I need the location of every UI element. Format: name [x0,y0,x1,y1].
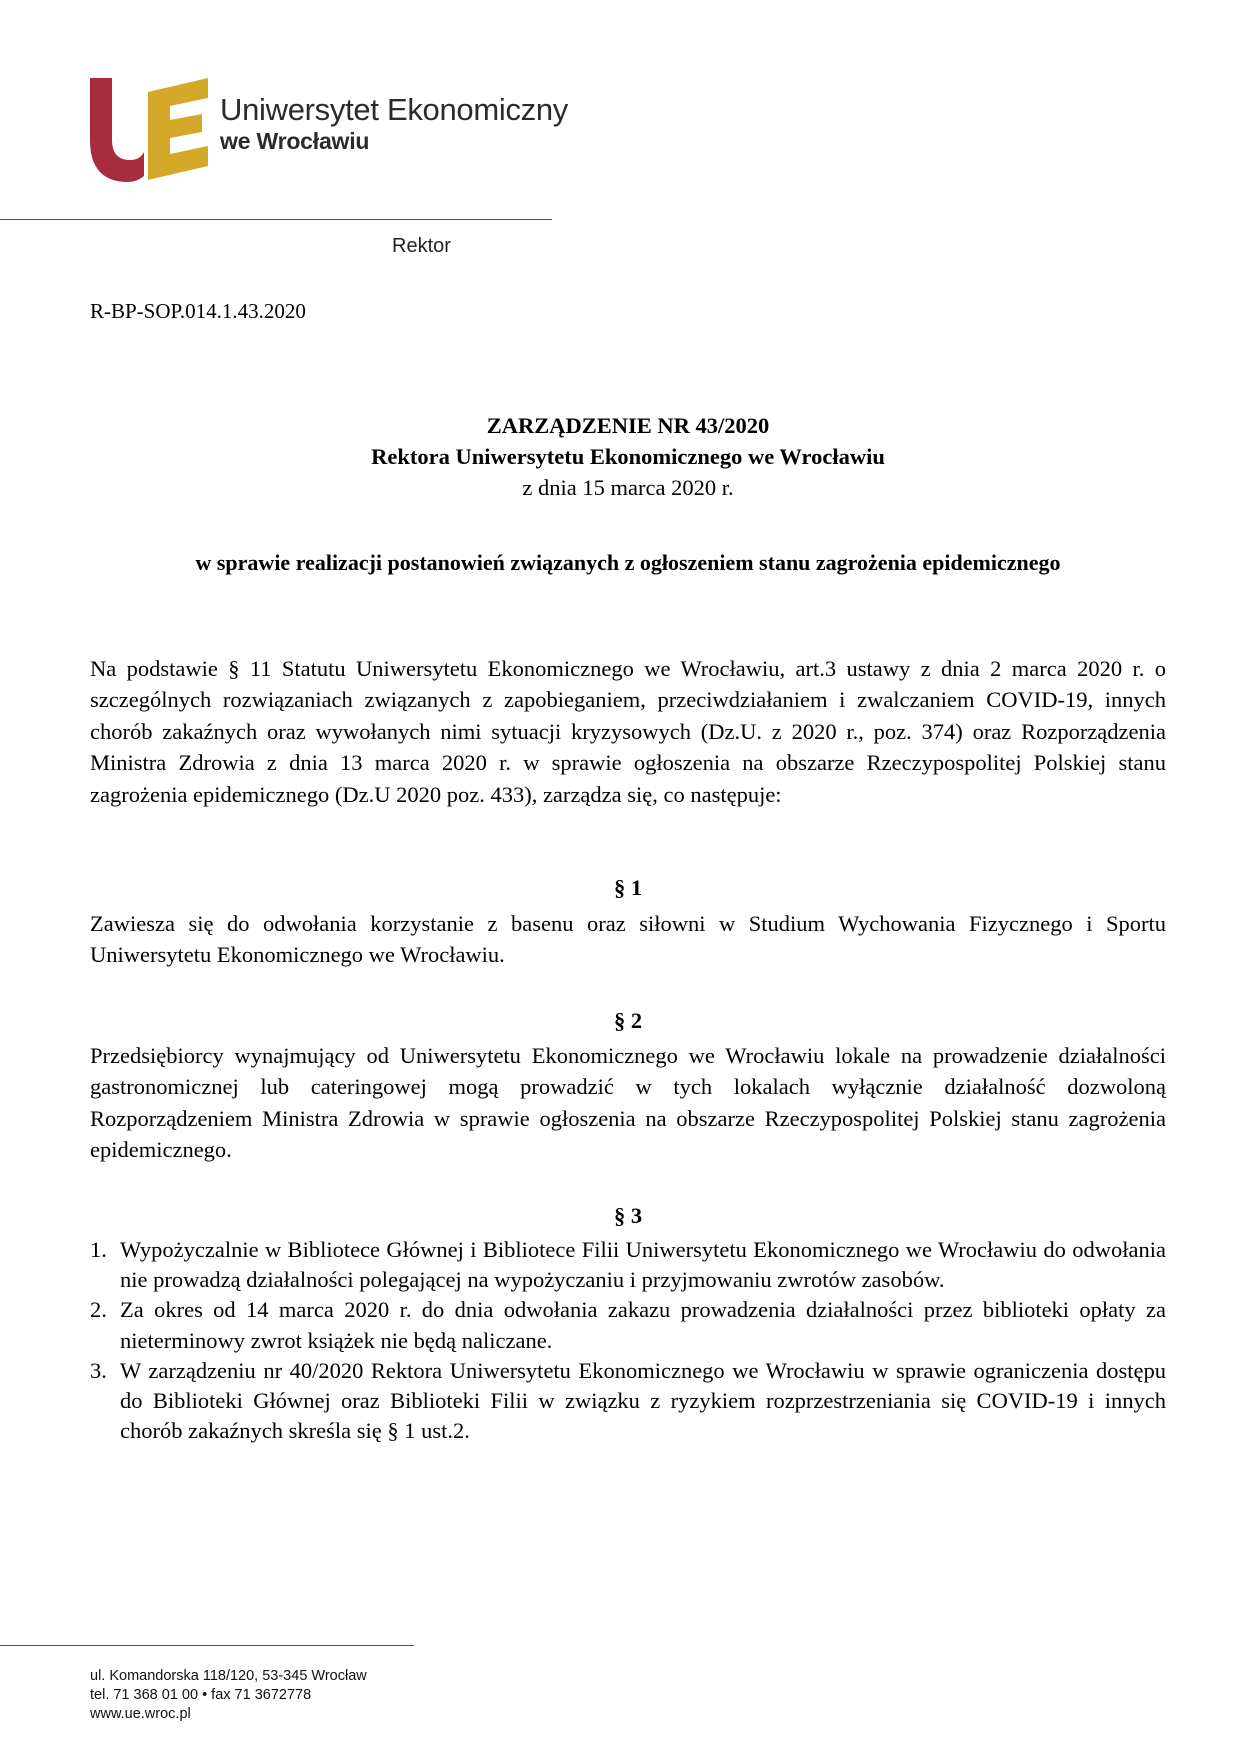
document-title-block [90,410,1166,503]
section-1-text: Zawiesza się do odwołania korzystanie z basenu oraz siłowni w Studium Wychowania Fizycznego i Sportu Uniwersytetu Ekonomicznego we Wrocławiu. [90,911,1166,968]
document-date: z dnia 15 marca 2020 r. [522,475,734,500]
footer-website: www.ue.wroc.pl [90,1706,191,1722]
list-item [90,1295,1166,1355]
section-2-heading: § 2 [613,1008,643,1033]
footer-phone-fax: tel. 71 368 01 00 • fax 71 3672778 [90,1687,312,1703]
logo-university-name: Uniwersytet Ekonomiczny [220,92,568,127]
logo-university-city: we Wrocławiu [220,128,370,154]
intro-paragraph: Na podstawie § 11 Statutu Uniwersytetu Ekonomicznego we Wrocławiu, art.3 ustawy z dnia 2 marca 2020 r. o szczególnych rozwiązaniach związanych z zapobieganiem, przeciwdziałaniem i zwalczaniem COVID-19, innych chorób zakaźnych oraz wywołanych nimi sytuacji kryzysowych (Dz.U. z 2020 r., poz. 374) oraz Rozporządzenia Ministra Zdrowia z dnia 13 marca 2020 r. w sprawie ogłoszenia na obszarze Rzeczypospolitej Polskiej stanu zagrożenia epidemicznego (Dz.U 2020 poz. 433), zarządza się, co następuje: [90,656,1166,807]
list-item-text: W zarządzeniu nr 40/2020 Rektora Uniwersytetu Ekonomicznego we Wrocławiu w sprawie ograniczenia dostępu do Biblioteki Głównej oraz Biblioteki Filii w związku z ryzykiem rozprzestrzeniania się COVID-19 i innych chorób zakaźnych skreśla się § 1 ust.2. [120,1357,1166,1444]
list-item [90,1356,1166,1447]
list-item-number: 2. [90,1297,107,1323]
section-1-heading: § 1 [613,875,643,900]
footer-contact [90,1667,367,1724]
list-item [90,1235,1166,1295]
footer-address: ul. Komandorska 118/120, 53-345 Wrocław [90,1668,367,1684]
document-subject: w sprawie realizacji postanowień związanych z ogłoszeniem stanu zagrożenia epidemicznego [195,550,1061,575]
list-item-text: Za okres od 14 marca 2020 r. do dnia odwołania zakazu prowadzenia działalności przez biblioteki opłaty za nieterminowy zwrot książek nie będą naliczane. [120,1297,1166,1353]
university-logo [90,78,570,184]
list-item-number: 1. [90,1237,107,1262]
header-divider [0,219,552,220]
list-item-number: 3. [90,1357,107,1383]
ue-logo-mark-icon [90,78,208,182]
section-2-text: Przedsiębiorcy wynajmujący od Uniwersytetu Ekonomicznego we Wrocławiu lokale na prowadzenie działalności gastronomicznej lub cateringowej mogą prowadzić w tych lokalach wyłącznie działalność dozwoloną Rozporządzeniem Ministra Zdrowia w sprawie ogłoszenia na obszarze Rzeczypospolitej Polskiej stanu zagrożenia epidemicznego. [90,1043,1166,1163]
section-3-heading: § 3 [613,1203,643,1228]
document-issuer: Rektora Uniwersytetu Ekonomicznego we Wrocławiu [371,444,885,469]
footer-divider [0,1645,414,1646]
list-item-text: Wypożyczalnie w Bibliotece Głównej i Bibliotece Filii Uniwersytetu Ekonomicznego we Wrocławiu do odwołania nie prowadzą działalności polegającej na wypożyczaniu i przyjmowaniu zwrotów zasobów. [120,1237,1166,1293]
section-3-list [90,1235,1166,1446]
office-label: Rektor [392,235,451,257]
document-title: ZARZĄDZENIE NR 43/2020 [486,413,770,438]
document-reference: R-BP-SOP.014.1.43.2020 [90,299,306,323]
